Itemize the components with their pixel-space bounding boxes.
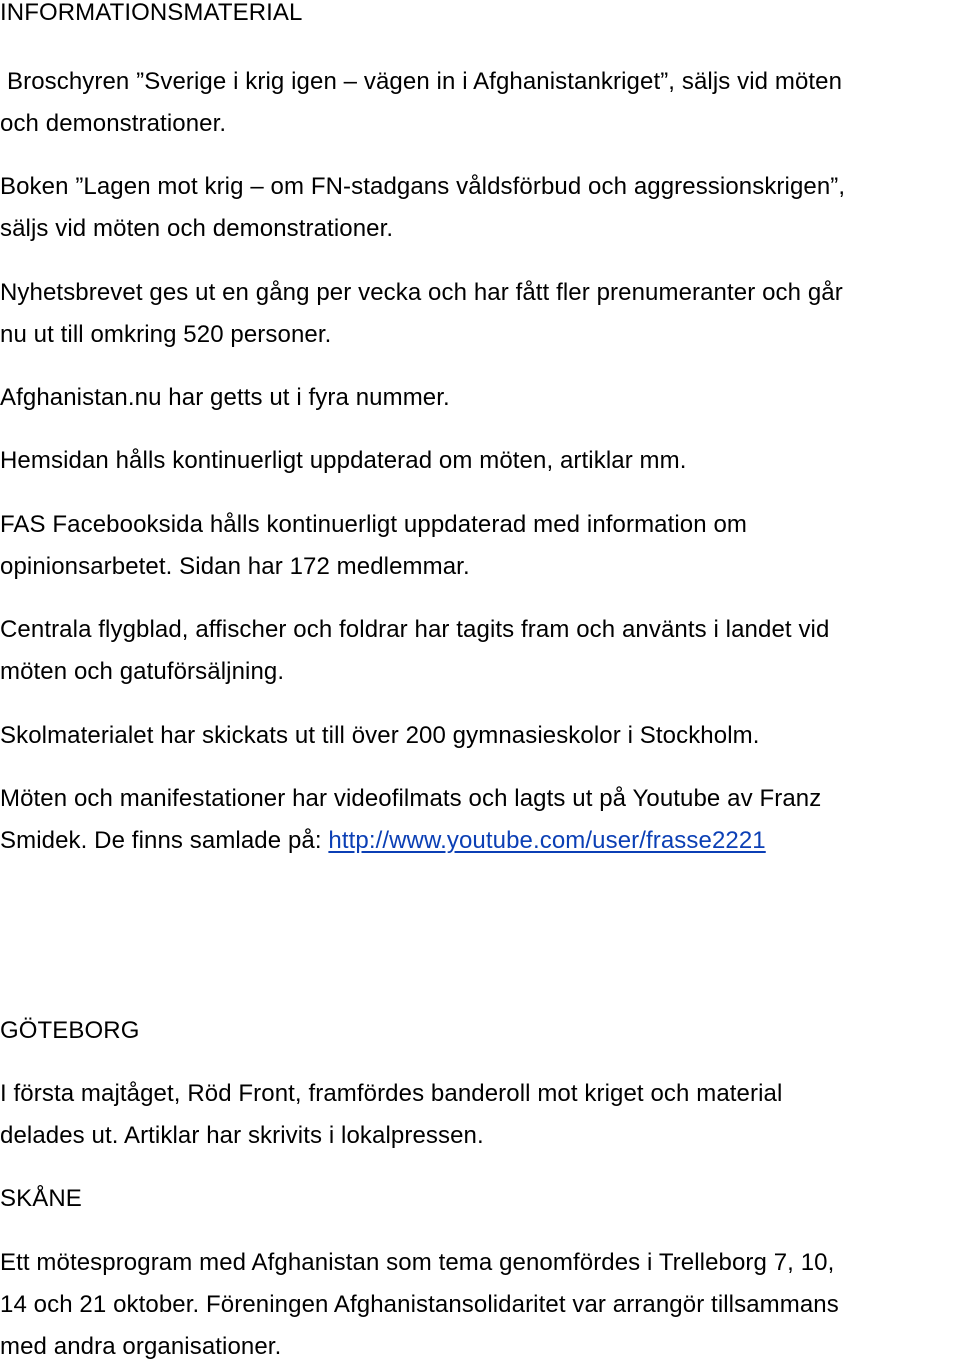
paragraph-afghanistan-nu: Afghanistan.nu har getts ut i fyra nummer. (0, 384, 450, 411)
paragraph-nyhetsbrevet-line-1: Nyhetsbrevet ges ut en gång per vecka och har fått fler prenumeranter och går (0, 279, 843, 306)
paragraph-facebook-line-2: opinionsarbetet. Sidan har 172 medlemmar. (0, 553, 470, 580)
paragraph-hemsidan: Hemsidan hålls kontinuerligt uppdaterad om möten, artiklar mm. (0, 447, 687, 474)
section-heading-skane: SKÅNE (0, 1185, 82, 1212)
paragraph-skane-line-3: med andra organisationer. (0, 1333, 282, 1360)
paragraph-boken-line-1: Boken ”Lagen mot krig – om FN-stadgans våldsförbud och aggressionskrigen”, (0, 173, 846, 200)
paragraph-skolmaterialet: Skolmaterialet har skickats ut till över 200 gymnasieskolor i Stockholm. (0, 722, 760, 749)
paragraph-moten-line-2 (0, 820, 766, 862)
youtube-link[interactable]: http://www.youtube.com/user/frasse2221 (328, 827, 766, 854)
paragraph-facebook-line-1: FAS Facebooksida hålls kontinuerligt uppdaterad med information om (0, 511, 748, 538)
paragraph-goteborg-line-2: delades ut. Artiklar har skrivits i lokalpressen. (0, 1122, 484, 1149)
paragraph-broschyren-line-1: Broschyren ”Sverige i krig igen – vägen in i Afghanistankriget”, säljs vid möten (7, 68, 843, 95)
paragraph-nyhetsbrevet-line-2: nu ut till omkring 520 personer. (0, 321, 332, 348)
paragraph-flygblad-line-1: Centrala flygblad, affischer och foldrar har tagits fram och använts i landet vid (0, 616, 830, 643)
section-heading-informationsmaterial: INFORMATIONSMATERIAL (0, 0, 303, 26)
paragraph-flygblad-line-2: möten och gatuförsäljning. (0, 658, 285, 685)
paragraph-skane-line-2: 14 och 21 oktober. Föreningen Afghanistansolidaritet var arrangör tillsammans (0, 1291, 839, 1318)
moten-text-prefix: Smidek. De finns samlade på: (0, 827, 329, 854)
paragraph-moten-line-1: Möten och manifestationer har videofilmats och lagts ut på Youtube av Franz (0, 785, 822, 812)
paragraph-broschyren-line-2: och demonstrationer. (0, 110, 227, 137)
section-heading-goteborg: GÖTEBORG (0, 1017, 140, 1044)
paragraph-goteborg-line-1: I första majtåget, Röd Front, framfördes banderoll mot kriget och material (0, 1080, 783, 1107)
paragraph-boken-line-2: säljs vid möten och demonstrationer. (0, 215, 394, 242)
paragraph-skane-line-1: Ett mötesprogram med Afghanistan som tema genomfördes i Trelleborg 7, 10, (0, 1249, 835, 1276)
